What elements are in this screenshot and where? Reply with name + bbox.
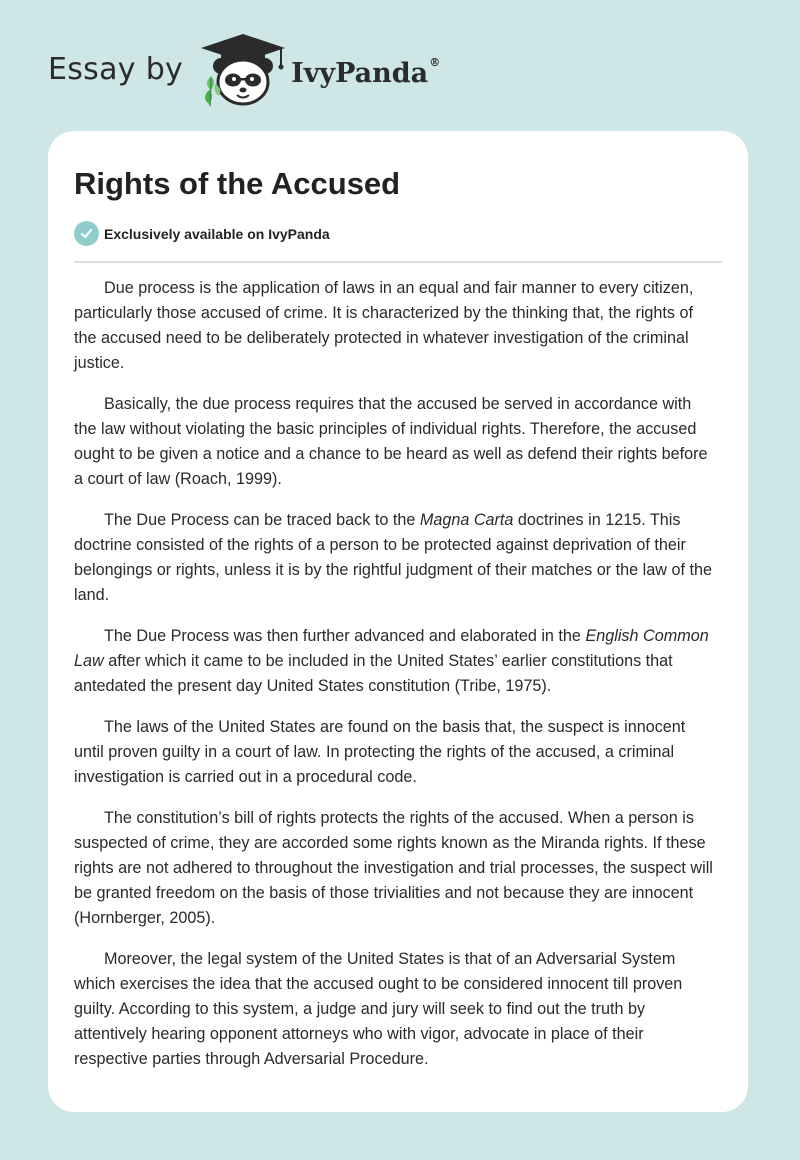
panda-logo-icon (197, 32, 289, 108)
divider (74, 261, 722, 263)
paragraph-3: The Due Process can be traced back to the Magna Carta doctrines in 1215. This doctrine consisted of the rights of a person to be protected against deprivation of their belongings or rights, unless it is by the rightful judgment of their matches or the law of the land. (74, 511, 712, 604)
essay-by-label: Essay by (48, 51, 184, 87)
emphasis-magna-carta: Magna Carta (419, 511, 514, 529)
emphasis-english-common-law: English Common Law (74, 627, 709, 670)
exclusive-badge-label: Exclusively available on IvyPanda (104, 225, 330, 242)
exclusive-badge (74, 221, 330, 246)
site-header (48, 34, 548, 110)
article-card (48, 131, 748, 1112)
check-icon (74, 221, 99, 246)
article-title: Rights of the Accused (74, 166, 401, 201)
registered-mark: ® (429, 55, 441, 69)
brand-name[interactable]: IvyPanda® (291, 55, 441, 89)
paragraph-1: Due process is the application of laws in an equal and fair manner to every citizen, particularly those accused of crime. It is characterized by the thinking that, the rights of the accused need to be deliberately protected in whatever investigation of the criminal justice. (74, 279, 694, 372)
article-body (74, 276, 718, 1088)
paragraph-7: Moreover, the legal system of the United States is that of an Adversarial System which exercises the idea that the accused ought to be considered innocent till proven guilty. According to this system, a judge and jury will seek to find out the truth by attentively hearing opponent attorneys who with vigor, advocate in place of their respective parties through Adversarial Procedure. (74, 950, 683, 1068)
paragraph-5: The laws of the United States are found on the basis that, the suspect is innocent until proven guilty in a court of law. In protecting the rights of the accused, a criminal investigation is carried out in a procedural code. (74, 718, 686, 786)
paragraph-6: The constitution’s bill of rights protects the rights of the accused. When a person is suspected of crime, they are accorded some rights known as the Miranda rights. If these rights are not adhered to throughout the investigation and trial processes, the suspect will be granted freedom on the basis of those trivialities and not because they are innocent (Hornberger, 2005). (74, 809, 713, 927)
paragraph-2: Basically, the due process requires that the accused be served in accordance with the law without violating the basic principles of individual rights. Therefore, the accused ought to be given a notice and a chance to be heard as well as defend their rights before a court of law (Roach, 1999). (74, 395, 708, 488)
paragraph-4: The Due Process was then further advanced and elaborated in the English Common Law after which it came to be included in the United States’ earlier constitutions that antedated the present day United States constitution (Tribe, 1975). (74, 627, 709, 695)
